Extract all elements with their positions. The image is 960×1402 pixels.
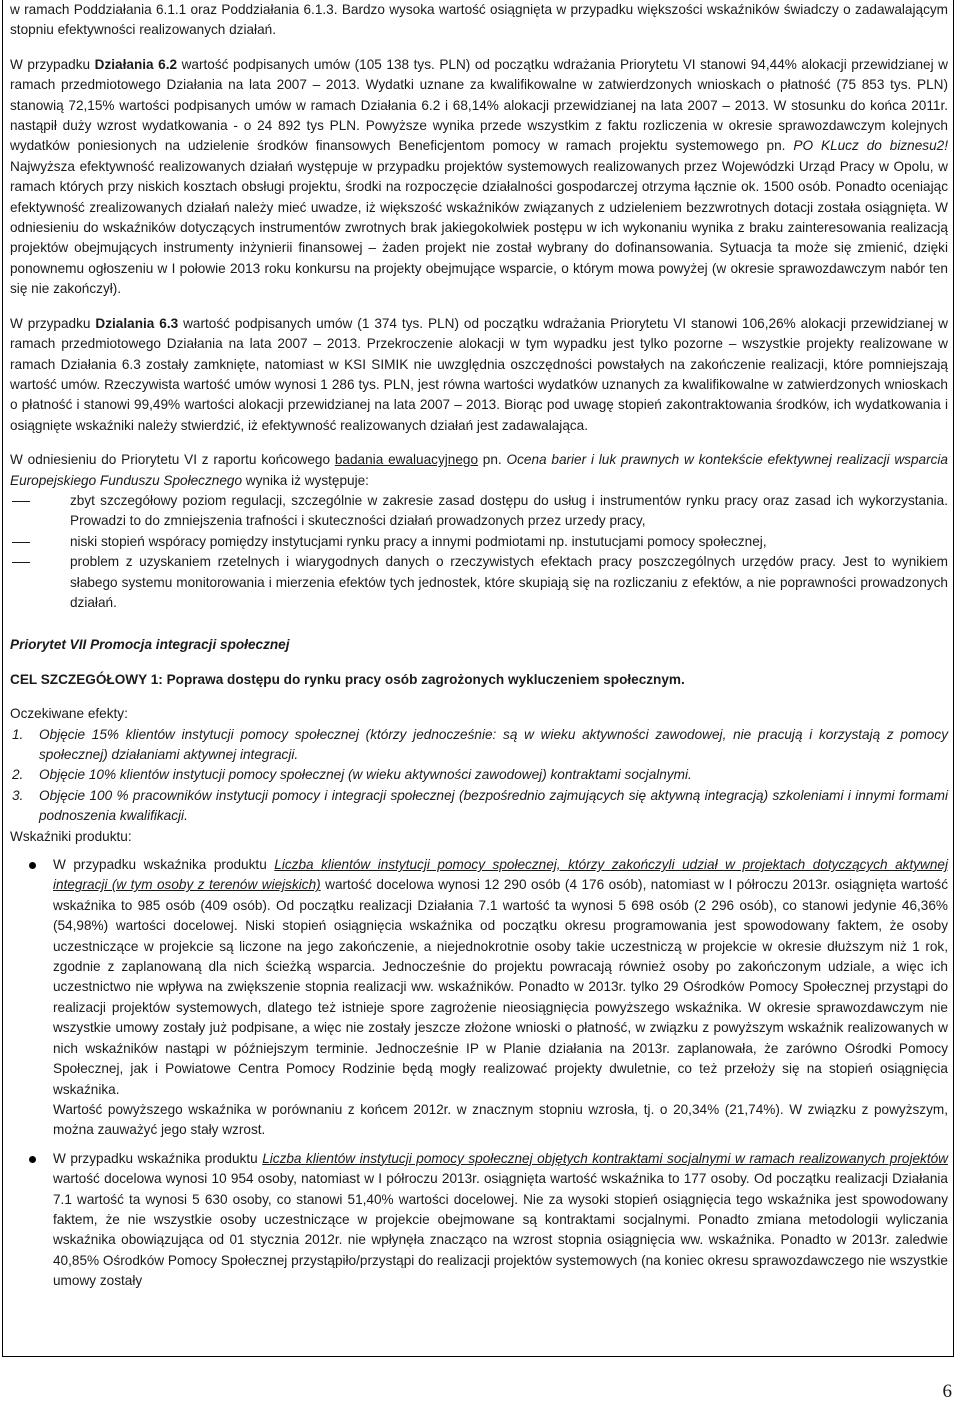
action-label: Dzialania 6.3 [95,315,179,331]
list-number: 3. [12,787,24,803]
list-item [10,725,948,766]
dash-marker [12,542,30,543]
text-run: W przypadku [10,315,96,331]
list-item [10,765,948,785]
list-item [10,1149,948,1292]
indicator-name: Liczba klientów instytucji pomocy społecznej objętych kontraktami socjalnymi w ramach realizowanych projektów [262,1150,948,1166]
list-item [10,786,948,827]
list-number: 1. [12,726,24,742]
text-run: Najwyższa efektywność realizowanych działań występuje w przypadku projektów systemowych realizowanych przez Wojewódzki Urząd Pracy w Opolu, w ramach których przy niskich kosztach obsługi projektu, środki na rozpoczęcie działalności gospodarczej otrzyma łącznie ok. 1500 osób. Ponadto oceniając efektywność zrealizowanych działań należy mieć uwadze, iż większość wskaźników związanych z udzieleniem bezzwrotnych dotacji została osiągnięta. W odniesieniu do wskaźników dotyczących instrumentów zwrotnych brak jakiegokolwiek postępu w ich wykonaniu wynika z braku zainteresowania realizacją projektów obejmujących instrumenty inżynierii finansowej – żaden projekt nie został wybrany do dofinansowania. Sytuacja ta może się zmienić, dzięki ponownemu ogłoszeniu w I połowie 2013 roku konkursu na projekty obejmujące wsparcie, o którym mowa powyżej (w okresie sprawozdawczym nabór ten się nie zakończył). [10,158,948,297]
text-run: Wartość powyższego wskaźnika w porównaniu z końcem 2012r. w znacznym stopniu wzrosła, tj. o 20,34% (21,74%). W związku z powyższym, można zauważyć jego stały wzrost. [53,1101,948,1138]
list-item [10,491,948,532]
dash-marker [12,562,30,563]
project-name: PO KLucz do biznesu2! [793,138,948,154]
list-number: 2. [12,767,24,783]
evaluation-link[interactable]: badania ewaluacyjnego [334,452,478,468]
text-run: wartość podpisanych umów (105 138 tys. PLN) od początku wdrażania Priorytetu VI stanowi 94,44% alokacji przewidzianej w ramach przedmiotowego Działania na lata 2007 – 2013. Wydatki uznane za kwalifikowalne w zatwierdzonych wnioskach o płatność (75 853 tys. PLN) stanowią 72,15% wartości podpisanych umów w ramach Działania 6.2 i 68,14% alokacji przewidzianej na lata 2007 – 2013. W stosunku do końca 2011r. nastąpił duży wzrost wydatkowania - o 24 892 tys PLN. Powyższe wynika przede wszystkim z faktu rozliczenia w okresie sprawozdawczym kolejnych wydatków poniesionych na udzielenie środków finansowych Beneficjentom pomocy w ramach projektu systemowego pn. [10,56,948,154]
bullet-icon [29,1156,36,1163]
text-run: wynika iż występuje: [242,472,369,488]
expected-effects-label: Oczekiwane efekty: [10,706,128,722]
goal-heading: CEL SZCZEGÓŁOWY 1: Poprawa dostępu do rynku pracy osób zagrożonych wykluczeniem społecznym. [10,671,685,687]
list-item-text: problem z uzyskaniem rzetelnych i wiarygodnych danych o rzeczywistych efektach pracy poszczególnych urzędów pracy. Jest to wynikiem słabego systemu monitorowania i mierzenia efektów tych jednostek, które skupiają się na rozliczaniu z efektów, a nie poprawności prowadzonych działań. [70,554,948,610]
text-run: pn. [478,452,507,468]
paragraph-action-6-2 [10,55,948,300]
list-item-text: zbyt szczegółowy poziom regulacji, szczególnie w zakresie zasad dostępu do usług i instrumentów rynku pracy oraz zasad ich wykorzystania. Prowadzi to do zmniejszenia trafności i skuteczności działań prowadzonych przez urzedy pracy, [70,492,948,529]
text-run: wartość docelowa wynosi 12 290 osób (4 176 osób), natomiast w I półroczu 2013r. osiągnięta wartość wskaźnika to 985 osób (409 osób). Od początku realizacji Działania 7.1 wartość ta wynosi 5 698 osób (2 296 osób), co stanowi jedynie 46,36% (54,98%) wartości docelowej. Niski stopień osiągnięcia wskaźnika od początku okresu programowania jest spowodowany faktem, że osoby uczestniczące w projekcie są liczone na jego zakończenie, a niejednokrotnie osoby takie uczestniczą w projekcie w okresie dłuższym niż 1 rok, zgodnie z zaplanowaną dla nich ścieżką wsparcia. Jednocześnie do projektu powracają również osoby po zakończonym udziale, a więc ich uczestnictwo nie wpływa na zwiększenie stopnia realizacji ww. wskaźników. Ponadto w 2013r. tylko 29 Ośrodków Pomocy Społecznej przystąpi do realizacji projektów systemowych, dlatego też istnieje spore zagrożenie nieosiągnięcia powyższego wskaźnika. W okresie sprawozdawczym nie wszystkie umowy zostały już podpisane, a więc nie zostały jeszcze złożone wnioski o płatność, w związku z powyższym wskaźnik realizowanych w nich wskaźników nastąpi w późniejszym terminie. Jednocześnie IP w Planie działania na 2013r. zaplanowała, że zarówno Ośrodki Pomocy Społecznej, jak i Powiatowe Centra Pomocy Rodzinie będą mogły realizować projekty dwuletnie, co też przełoży się na stopień osiągnięcia wskaźnika. [53,877,949,1097]
priority-heading: Priorytet VII Promocja integracji społecznej [10,637,290,653]
list-item-text: Objęcie 10% klientów instytucji pomocy społecznej (w wieku aktywności zawodowej) kontraktami socjalnymi. [39,767,692,783]
text-run: W odniesieniu do Priorytetu VI z raportu końcowego [10,452,335,468]
list-item-text: Objęcie 100 % pracowników instytucji pomocy i integracji społecznej (bezpośrednio zajmujących się aktywną integracją) szkoleniami i innymi formami podnoszenia kwalifikacji. [39,787,948,824]
list-item [10,552,948,613]
action-label: Działania 6.2 [94,56,178,72]
list-item [10,855,948,1141]
dash-marker [12,501,30,502]
indicators-label: Wskaźniki produktu: [10,828,132,844]
text-run: wartość docelowa wynosi 10 954 osoby, natomiast w I półroczu 2013r. osiągnięta wartość wskaźnika to 177 osoby. Od początku realizacji Działania 7.1 wartość ta wynosi 5 630 osoby, co stanowi 51,40% wartości docelowej. Nie za wysoki stopień osiągnięcia tego wskaźnika jest spowodowany faktem, że nie wszystkie osoby uczestniczące w projekcie obejmowane są kontraktami socjalnymi. Ponadto zmiana metodologii wyliczania wskaźnika obowiązująca od 01 stycznia 2012r. nie wpłynęła znacząco na wzrost stopnia osiągnięcia ww. wskaźnika. Ponadto w 2013r. zaledwie 40,85% Ośrodków Pomocy Społecznej przystąpiło/przystąpi do realizacji projektów systemowych (na koniec okresu sprawozdawczego nie wszystkie umowy zostały [53,1171,948,1289]
text-run: W przypadku [10,56,95,72]
indicators-list [10,855,948,1292]
text-run: wartość podpisanych umów (1 374 tys. PLN) od początku wdrażania Priorytetu VI stanowi 106,26% alokacji przewidzianej w ramach przedmiotowego Działania na lata 2007 – 2013. Przekroczenie alokacji w tym wypadku jest tylko pozorne – wszystkie projekty realizowane w ramach Działania 6.3 zostały zamknięte, natomiast w KSI SIMIK nie uwzględnia oszczędności powstałych na zakończenie realizacji, które pomniejszają wartość umów. Rzeczywista wartość umów wynosi 1 286 tys. PLN, jest równa wartości wydatków uznanych za kwalifikowalne w zatwierdzonych wnioskach o płatność i stanowi 99,49% wartości alokacji przewidzianej na lata 2007 – 2013. Biorąc pod uwagę stopień zakontraktowania środków, ich wydatkowania i osiągnięte wskaźniki należy stwierdzić, iż efektywność realizowanych działań jest zadawalająca. [10,315,948,433]
list-item-text: niski stopień wspóracy pomiędzy instytucjami rynku pracy a innymi podmiotami np. instutucjami pomocy społecznej, [70,533,767,549]
indicator-name: Liczba klientów instytucji pomocy społecznej, którzy zakończyli udział w projektach dotyczących aktywnej integracji (w tym osoby z terenów wiejskich) [53,857,948,893]
expected-effects-list [10,725,948,827]
text-run: W przypadku wskaźnika produktu [53,1150,263,1166]
list-item [10,532,948,552]
paragraph-evaluation [10,450,948,491]
barrier-list [10,491,948,613]
bullet-icon [29,862,36,869]
paragraph-intro: w ramach Poddziałania 6.1.1 oraz Poddziałania 6.1.3. Bardzo wysoka wartość osiągnięta w przypadku większości wskaźników świadczy o zadawalającym stopniu efektywności realizowanych działań. [10,2,948,38]
page-number: 6 [942,1381,952,1402]
text-run: W przypadku wskaźnika produktu [53,857,275,873]
study-title: Ocena barier i luk prawnych w kontekście efektywnej realizacji wsparcia Europejskiego Funduszu Społecznego [10,452,948,488]
paragraph-action-6-3 [10,314,948,436]
list-item-text: Objęcie 15% klientów instytucji pomocy społecznej (którzy jednocześnie: są w wieku aktywności zawodowej, nie pracują i korzystają z pomocy społecznej) działaniami aktywnej integracji. [39,726,948,762]
document-body [10,0,948,1292]
